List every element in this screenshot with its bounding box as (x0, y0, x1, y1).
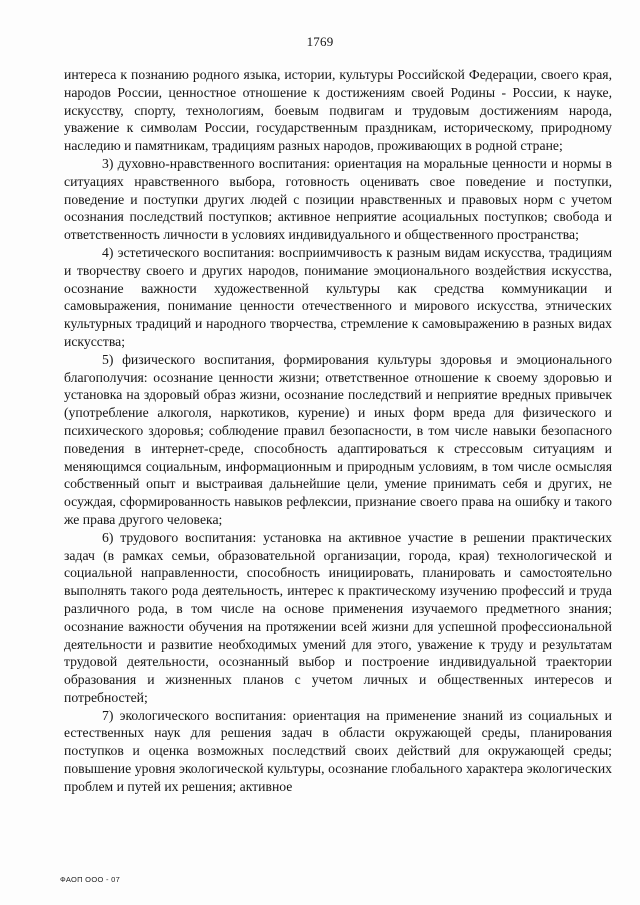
paragraph-continuation: интереса к познанию родного языка, истории, культуры Российской Федерации, своего края, народов России, ценностное отношение к достижениям своей Родины - России, к науке, искусству, спорту, технологиям, боевым подвигам и трудовым достижениям народа, уважение к символам России, государственным праздникам, историческому, природному наследию и памятникам, традициям разных народов, проживающих в родной стране; (64, 67, 612, 154)
paragraph-spiritual-moral-education: 3) духовно-нравственного воспитания: ориентация на моральные ценности и нормы в ситуациях нравственного выбора, готовность оценивать свое поведение и поступки, поведение и поступки других людей с позиции нравственных и правовых норм с учетом осознания последствий поступков; активное неприятие асоциальных поступков; свобода и ответственность личности в условиях индивидуального и общественного пространства; (64, 155, 612, 243)
footer-document-code: ФАОП ООО - 07 (60, 875, 121, 884)
page-number: 1769 (306, 34, 334, 49)
paragraph-physical-education: 5) физического воспитания, формирования культуры здоровья и эмоционального благополучия: осознание ценности жизни; ответственное отношение к своему здоровью и установка на здоровый образ жизни, осознание последствий и неприятие вредных привычек (употребление алкоголя, наркотиков, курение) и иных форм вреда для физического и психического здоровья; соблюдение правил безопасности, в том числе навыки безопасного поведения в интернет-среде, способность адаптироваться к стрессовым ситуациям и меняющимся социальным, информационным и природным условиям, в том числе осмысляя собственный опыт и выстраивая дальнейшие цели, умение принимать себя и других, не осуждая, сформированность навыков рефлексии, признание своего права на ошибку и такого же права другого человека; (64, 351, 612, 527)
paragraph-ecological-education: 7) экологического воспитания: ориентация на применение знаний из социальных и естественных наук для решения задач в области окружающей среды, планирования поступков и оценка возможных последствий своих действий для окружающей среды; повышение уровня экологической культуры, осознание глобального характера экологических проблем и путей их решения; активное (64, 707, 612, 794)
paragraph-labor-education: 6) трудового воспитания: установка на активное участие в решении практических задач (в рамках семьи, образовательной организации, города, края) технологической и социальной направленности, способность инициировать, планировать и самостоятельно выполнять такого рода деятельность, интерес к практическому изучению профессий и труда различного рода, в том числе на основе применения изучаемого предметного знания; осознание важности обучения на протяжении всей жизни для успешной профессиональной деятельности и развитие необходимых умений для этого, уважение к труду и результатам трудовой деятельности, осознанный выбор и построение индивидуальной траектории образования и жизненных планов с учетом личных и общественных интересов и потребностей; (64, 529, 612, 705)
document-body (64, 66, 612, 796)
paragraph-aesthetic-education: 4) эстетического воспитания: восприимчивость к разным видам искусства, традициям и творчеству своего и других народов, понимание эмоционального воздействия искусства, осознание важности художественной культуры как средства коммуникации и самовыражения, понимание ценности отечественного и мирового искусства, этнических культурных традиций и народного творчества, стремление к самовыражению в разных видах искусства; (64, 244, 612, 349)
